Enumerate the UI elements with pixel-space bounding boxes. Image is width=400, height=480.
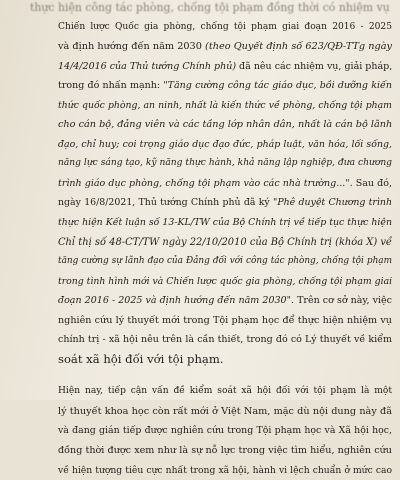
citation-text: (theo Quyết định số 623/QĐ-TTg ngày [205, 41, 392, 53]
text-run: và định hướng đến năm 2030 [58, 41, 206, 53]
text-line [30, 291, 392, 311]
faded-top-line: thực hiện công tác phòng, chống tội phạm đồng thời có nhiệm vụ [30, 1, 390, 14]
quote-text: trình giáo dục phòng, chống tội phạm vào các nhà trường..." [58, 177, 350, 189]
text-line: chính trị - xã hội nêu trên là cần thiết, trong đó có Lý thuyết về kiểm [58, 334, 392, 346]
paragraph-2 [30, 382, 392, 480]
text-run: . Sau đó, [349, 177, 392, 189]
quote-text: "Tăng cường công tác giáo dục, bồi dưỡng kiến [163, 80, 393, 92]
text-line [30, 233, 392, 253]
text-line [30, 174, 392, 194]
text-line: soát xã hội đối với tội phạm. [58, 351, 224, 366]
quote-text: "Phê duyệt Chương trình [273, 197, 392, 209]
citation-text: 14/4/2016 của Thủ tướng Chính phủ) [58, 60, 237, 72]
paragraph-1 [30, 18, 392, 370]
text-run: trong đó nhấn mạnh: [58, 80, 164, 92]
text-line [30, 252, 392, 272]
text-line [30, 96, 392, 116]
text-line [30, 76, 392, 96]
text-line [30, 115, 392, 135]
quote-text: Chỉ thị số 48-CT/TW ngày 22/10/2010 của Bộ Chính trị (khóa X) về [58, 236, 392, 248]
text-line [30, 154, 392, 174]
text-line: về hiện tượng tiêu cực nhất trong xã hội, hành vi lệch chuẩn ở mức cao [58, 464, 392, 476]
quote-text: đạo, chỉ huy; coi trọng giáo dục đạo đức, pháp luật, văn hóa, lối sống, [58, 138, 392, 150]
text-line: lý thuyết khoa học còn rất mới ở Việt Nam, mặc dù nội dung này đã [58, 405, 392, 417]
quote-text: thực hiện Kết luận số 13-KL/TW của Bộ Chính trị về tiếp tục thực hiện [58, 217, 392, 229]
text-line: Hiện nay, tiếp cận vấn đề kiểm soát xã hội đối với tội phạm là một [58, 386, 392, 397]
text-line: và đang gián tiếp được nghiên cứu trong Tội phạm học và Xã hội học, [58, 425, 392, 437]
quote-text: tăng cường sự lãnh đạo của Đảng đối với công tác phòng, chống tội phạm [58, 256, 392, 267]
quote-text: thức quốc phòng, an ninh, nhất là kiến thức về phòng, chống tội phạm [58, 99, 392, 111]
text-line [30, 57, 392, 77]
text-run: ngày 16/8/2021, Thủ tướng Chính phủ đã ký [58, 197, 274, 209]
quote-text: cho cán bộ, đảng viên và các tầng lớp nhân dân, nhất là cán bộ lãnh [58, 119, 393, 131]
text-run: . Trên cơ sở này, việc [290, 295, 392, 307]
text-line [30, 193, 392, 213]
text-line [30, 135, 392, 155]
text-line [30, 37, 392, 57]
quote-text: đoạn 2016 - 2025 và định hướng đến năm 2030" [58, 295, 291, 307]
text-line [30, 213, 392, 233]
text-line: Chiến lược Quốc gia phòng, chống tội phạm giai đoạn 2016 - 2025 [58, 21, 392, 32]
text-line [30, 272, 392, 292]
text-run: đã nêu các nhiệm vụ, giải pháp, [236, 60, 393, 72]
quote-text: năng lực sáng tạo, kỹ năng thực hành, khả năng lập nghiệp, đưa chương [58, 158, 392, 169]
text-line: đồng thời được xem như là sự nỗ lực trong việc tìm hiểu, nghiên cứu [58, 445, 392, 457]
quote-text: trong tình hình mới và Chiến lược quốc gia phòng, chống tội phạm giai [58, 275, 393, 287]
text-line: nghiên cứu lý thuyết mới trong Tội phạm học để thực hiện nhiệm vụ [58, 314, 392, 326]
page-text [30, 0, 392, 480]
